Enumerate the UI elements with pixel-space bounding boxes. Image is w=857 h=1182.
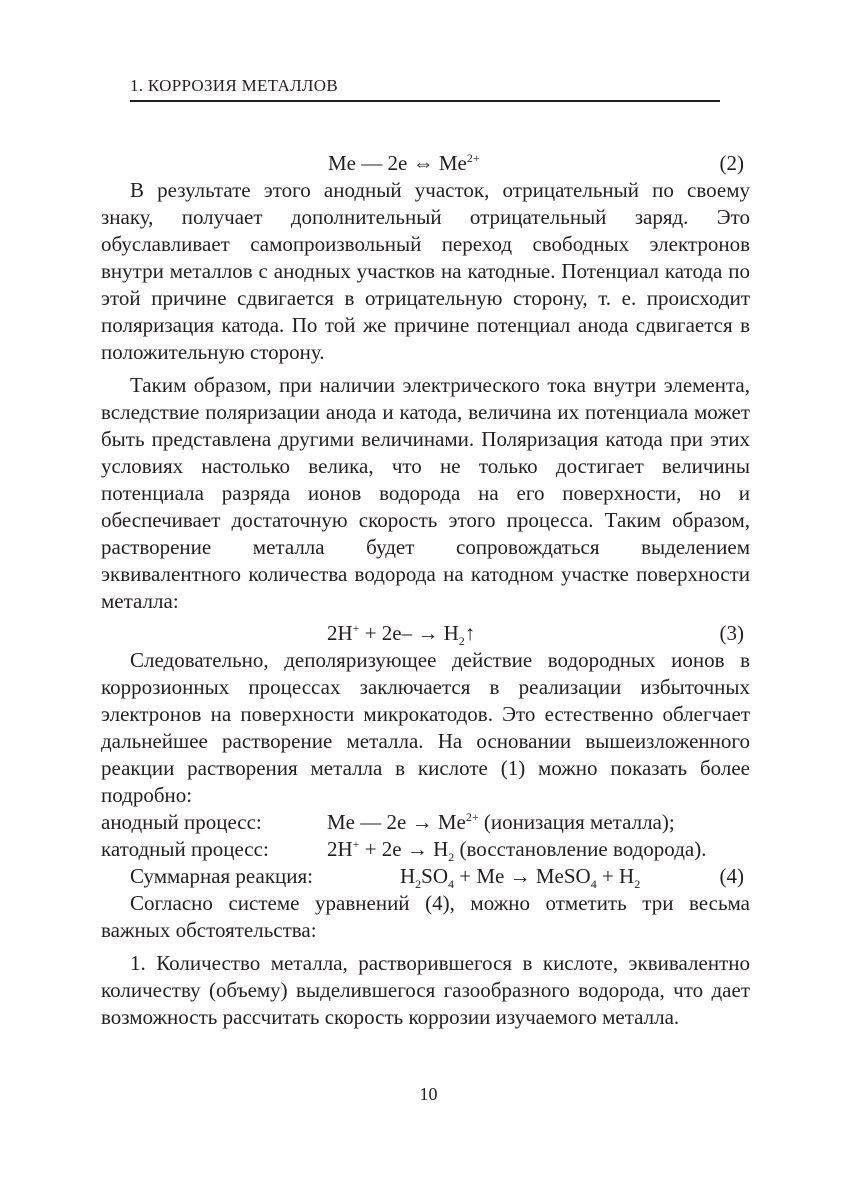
equation-3-formula: $2H^+ + 2e- \to H_2↑$ <box>327 621 476 648</box>
paragraph-3: Следовательно, деполяризующее действие водородных ионов в коррозионных процессах заключается в реализации избыточных электронов на поверхности микрокатодов. Это естественно облегчает дальнейшее растворение металла. На основании вышеизложенного реакции растворения металла в кислоте (1) можно показать более подробно: <box>101 648 750 807</box>
anodic-process-formula: Me — $2e \to Me^{2+}$ (ионизация металла); <box>327 810 675 834</box>
equation-2-formula: Me — 2e ⇔ $Me^{2+}$ <box>328 151 480 175</box>
paragraph-4: Согласно системе уравнений (4), можно отметить три весьма важных обстоятельства: <box>101 891 750 942</box>
paragraph-1: В результате этого анодный участок, отрицательный по своему знаку, получает дополнительный отрицательный заряд. Это обуславливает самопроизвольный переход свободных электронов внутри металлов с анодных участков на катодные. Потенциал катода по этой причине сдвигается в отрицательную сторону, т. е. происходит поляризация катода. По той же причине потенциал анода сдвигается в положительную сторону. <box>101 178 750 364</box>
paragraph-5: 1. Количество металла, растворившегося в кислоте, эквивалентно количеству (объему) выделившегося газообразного водорода, что дает возможность рассчитать скорость коррозии изучаемого металла. <box>101 951 750 1029</box>
page-content <box>101 150 750 1031</box>
equation-2 <box>101 150 750 177</box>
page-number: 10 <box>419 1084 438 1104</box>
cathodic-process-label: катодный процесс: <box>101 837 269 861</box>
equation-4-number: (4) <box>719 864 744 888</box>
anodic-process-row <box>101 809 750 836</box>
equation-2-number: (2) <box>719 151 744 175</box>
anodic-process-label: анодный процесс: <box>101 810 262 834</box>
cathodic-process-row <box>101 836 750 863</box>
equation-3-number: (3) <box>719 621 744 645</box>
paragraph-2: Таким образом, при наличии электрического тока внутри элемента, вследствие поляризации анода и катода, величина их потенциала может быть представлена другими величинами. Поляризация катода при этих условиях настолько велика, что не только достигает величины потенциала разряда ионов водорода на его поверхности, но и обеспечивает достаточную скорость этого процесса. Таким образом, растворение металла будет сопровождаться выделением эквивалентного количества водорода на катодном участке поверхности металла: <box>101 373 750 613</box>
running-header: 1. КОРРОЗИЯ МЕТАЛЛОВ <box>130 76 720 102</box>
cathodic-process-formula: $2H^+ + 2e \to H_2$ (восстановление водорода). <box>327 837 707 864</box>
summary-reaction-row <box>101 863 750 890</box>
equation-3 <box>101 620 750 647</box>
summary-reaction-label: Суммарная реакция: <box>130 864 314 888</box>
summary-reaction-formula: $H_2SO_4 + Me$ → MeSO$_4$ + $H_2$ <box>400 864 641 891</box>
